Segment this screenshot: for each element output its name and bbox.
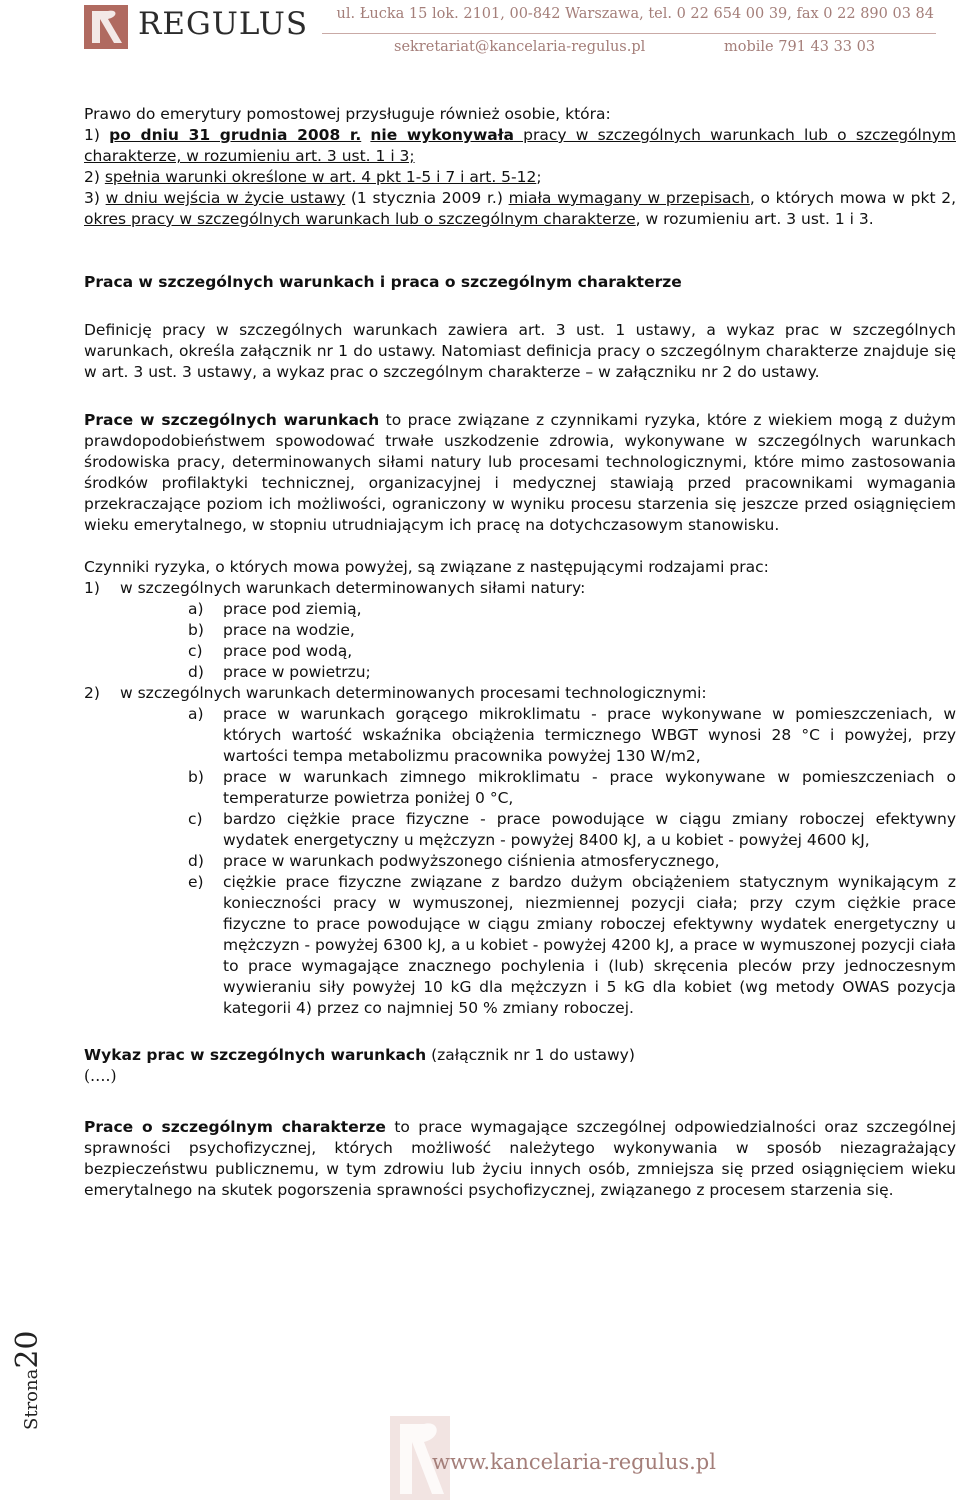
- definitions-paragraph: Definicję pracy w szczególnych warunkach zawiera art. 3 ust. 1 ustawy, a wykaz prac w szczególnych warunkach, określa załącznik nr 1 do ustawy. Natomiast definicja pracy o szczególnym charakterze znajduje się w art. 3 ust. 3 ustawy, a wykaz prac o szczególnym charakterze – w załączniku nr 2 do ustawy.: [84, 321, 956, 381]
- list-item: e) ciężkie prace fizyczne związane z bardzo dużym obciążeniem statycznym wynikającym z konieczności pracy w wymuszonej, niezmiennej pozycji ciała; przy czym ciężkie prace fizyczne to prace powodujące w ciągu zmiany roboczej efektywny wydatek energetyczny u mężczyzn - powyżej 6300 kJ, a u kobiet - powyżej 4200 kJ, a prace w wymuszonej pozycji ciała to prace wymagające znacznego pochylenia i (lub) skręcenia pleców przy jednoczesnym wywieraniu siły powyżej 10 kG dla mężczyzn i 5 kG dla kobiet (wg metody OWAS pozycja kategorii 4) przez co najmniej 50 % zmiany roboczej.: [188, 873, 956, 1017]
- brand-name: REGULUS: [138, 6, 309, 42]
- wykaz-heading: Wykaz prac w szczególnych warunkach (załącznik nr 1 do ustawy): [84, 1046, 635, 1064]
- list-item: d) prace w powietrzu;: [188, 663, 371, 681]
- header-divider: [322, 33, 936, 34]
- special-conditions-paragraph: Prace w szczególnych warunkach to prace związane z czynnikami ryzyka, które z wiekiem mogą z dużym prawdopodobieństwem spowodować trwałe uszkodzenie zdrowia, wykonywane w szczególnych warunkach środowiska pracy, determinowanych siłami natury lub procesami technologicznymi, które mimo zastosowania środków profilaktyki technicznej, organizacyjnej i medycznej stawiają przed pracownikami wymagania przekraczające poziom ich możliwości, ograniczony w wyniku procesu starzenia się jeszcze przed osiągnięciem wieku emerytalnego, w stopniu utrudniającym ich pracę na dotychczasowym stanowisku.: [84, 411, 956, 534]
- list-item: d) prace w warunkach podwyższonego ciśnienia atmosferycznego,: [188, 852, 720, 870]
- special-character-paragraph: Prace o szczególnym charakterze to prace wymagające szczególnej odpowiedzialności oraz szczególnej sprawności psychofizycznej, których możliwość należytego wykonywania w sposób niezagrażający bezpieczeństwu publicznemu, w tym zdrowiu lub życiu innych osób, zmniejsza się przed osiągnięciem wieku emerytalnego na skutek pogorszenia sprawności psychofizycznej, związanego z procesem starzenia się.: [84, 1118, 956, 1199]
- section-heading: Praca w szczególnych warunkach i praca o szczególnym charakterze: [84, 273, 682, 291]
- item-2-text: spełnia warunki określone w art. 4 pkt 1-5 i 7 i art. 5-12: [104, 168, 537, 186]
- list-item: b) prace na wodzie,: [188, 621, 355, 639]
- risk-group-2: 2) w szczególnych warunkach determinowanych procesami technologicznymi:: [84, 684, 707, 702]
- risk-intro: Czynniki ryzyka, o których mowa powyżej, są związane z następującymi rodzajami prac:: [84, 558, 769, 576]
- list-item: a) prace pod ziemią,: [188, 600, 362, 618]
- page-label: Strona: [21, 1368, 42, 1430]
- page-number: [10, 1320, 50, 1430]
- list-item: b) prace w warunkach zimnego mikroklimatu - prace wykonywane w pomieszczeniach o temperaturze powietrza poniżej 0 °C,: [188, 768, 956, 807]
- letterhead: [0, 0, 960, 70]
- list-item: c) bardzo ciężkie prace fizyczne - prace powodujące w ciągu zmiany roboczej efektywny wydatek energetyczny u mężczyzn - powyżej 8400 kJ, a u kobiet - powyżej 4600 kJ,: [188, 810, 956, 849]
- list-item: c) prace pod wodą,: [188, 642, 353, 660]
- eligibility-intro: Prawo do emerytury pomostowej przysługuje również osobie, która:: [84, 105, 611, 123]
- wykaz-ellipsis: (….): [84, 1067, 117, 1085]
- risk-group-1: 1) w szczególnych warunkach determinowanych siłami natury:: [84, 579, 586, 597]
- item-1-date: po dniu 31 grudnia 2008 r.: [109, 126, 362, 144]
- email-address: sekretariat@kancelaria-regulus.pl: [394, 39, 646, 55]
- page-number-value: 20: [10, 1330, 45, 1369]
- eligibility-item-3: 3) w dniu wejścia w życie ustawy (1 stycznia 2009 r.) miała wymagany w przepisach, o których mowa w pkt 2, okres pracy w szczególnych warunkach lub o szczególnym charakterze, w rozumieniu art. 3 ust. 1 i 3.: [84, 189, 957, 228]
- regulus-logo-icon: [84, 5, 128, 49]
- document-body: [84, 104, 956, 1201]
- address-line: ul. Łucka 15 lok. 2101, 00-842 Warszawa, tel. 0 22 654 00 39, fax 0 22 890 03 84: [336, 6, 934, 22]
- item-1-condition: nie wykonywała: [370, 126, 514, 144]
- eligibility-item-1: 1) po dniu 31 grudnia 2008 r. nie wykonywała pracy w szczególnych warunkach lub o szczególnym charakterze, w rozumieniu art. 3 ust. 1 i 3;: [84, 126, 956, 165]
- item-1-text: pracy w szczególnych warunkach lub o szczególnym charakterze, w rozumieniu art. 3 ust. 1 i 3;: [84, 126, 956, 165]
- footer-url: www.kancelaria-regulus.pl: [432, 1450, 716, 1474]
- footer: [388, 1414, 716, 1504]
- eligibility-item-2: 2) spełnia warunki określone w art. 4 pkt 1-5 i 7 i art. 5-12;: [84, 168, 542, 186]
- list-item: a) prace w warunkach gorącego mikroklimatu - prace wykonywane w pomieszczeniach, w których wartość wskaźnika obciążenia termicznego WBGT wynosi 28 °C i powyżej, przy wartości tempa metabolizmu pracownika powyżej 130 W/m2,: [188, 705, 956, 765]
- mobile-number: mobile 791 43 33 03: [724, 39, 876, 55]
